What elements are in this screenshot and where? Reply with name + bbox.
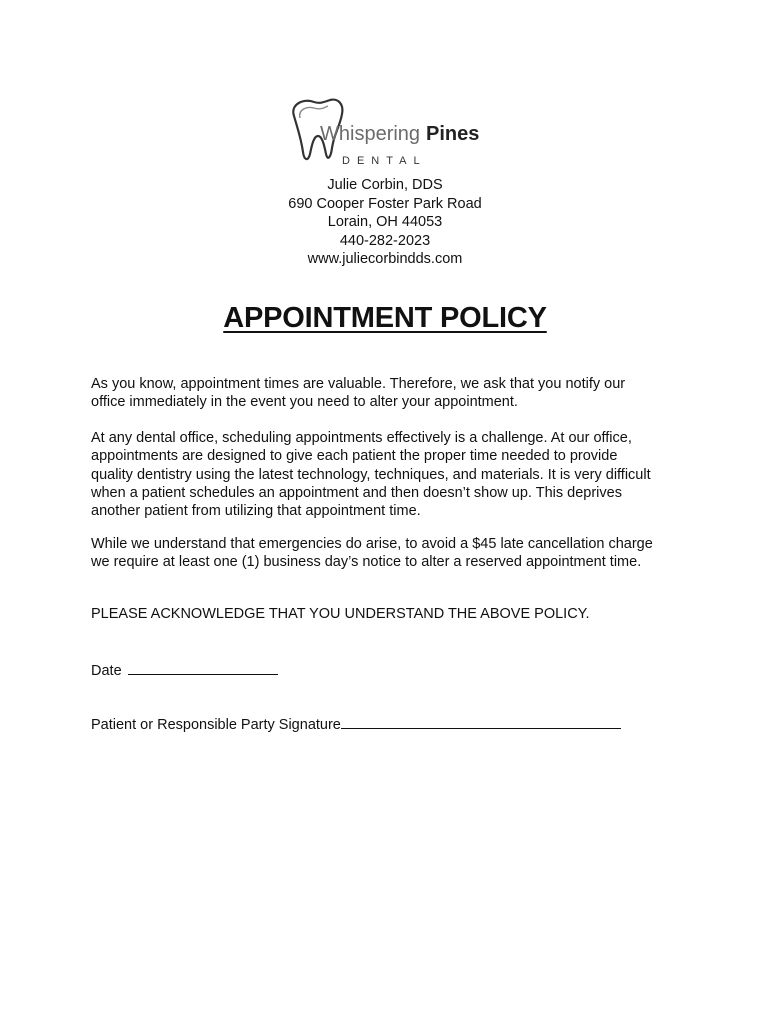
street-address: 690 Cooper Foster Park Road (288, 195, 482, 212)
acknowledgement-text: PLEASE ACKNOWLEDGE THAT YOU UNDERSTAND THE ABOVE POLICY. (91, 606, 590, 622)
tooth-inner-swoosh-icon (300, 106, 328, 118)
website: www.juliecorbindds.com (307, 251, 463, 268)
policy-paragraph-2 (91, 429, 691, 520)
signature-label: Patient or Responsible Party Signature (91, 717, 341, 733)
page-title (0, 302, 770, 335)
paragraph-line: While we understand that emergencies do arise, to avoid a $45 late cancellation charge (91, 536, 653, 552)
date-field[interactable] (128, 660, 278, 675)
policy-paragraph-1 (91, 375, 691, 412)
page-title-text: APPOINTMENT POLICY (223, 302, 547, 334)
signature-field[interactable] (341, 714, 621, 729)
paragraph-line: As you know, appointment times are valuable. Therefore, we ask that you notify our (91, 376, 626, 392)
contact-block (0, 176, 770, 269)
acknowledgement-statement (91, 605, 691, 623)
date-label: Date (91, 663, 122, 679)
paragraph-line: office immediately in the event you need to alter your appointment. (91, 394, 518, 411)
logo-brand-name: Whispering (320, 123, 421, 145)
tooth-logo-graphic (286, 96, 486, 170)
paragraph-line: quality dentistry using the latest technology, techniques, and materials. It is very difficult (91, 466, 651, 483)
policy-paragraph-3 (91, 535, 691, 572)
paragraph-line: appointments are designed to give each patient the proper time needed to provide (91, 448, 618, 465)
practice-logo (286, 96, 486, 170)
logo-brand-name-bold: Pines (426, 123, 480, 145)
logo-brand-sub: DENTAL (342, 155, 427, 167)
paragraph-line: we require at least one (1) business day’s notice to alter a reserved appointment time. (91, 554, 642, 571)
city-state-zip: Lorain, OH 44053 (327, 214, 443, 231)
phone-number: 440-282-2023 (339, 232, 431, 249)
paragraph-line: another patient from utilizing that appointment time. (91, 503, 421, 520)
doctor-name: Julie Corbin, DDS (327, 177, 443, 193)
signature-field-row (91, 714, 621, 733)
paragraph-line: At any dental office, scheduling appointments effectively is a challenge. At our office, (91, 430, 632, 446)
paragraph-line: when a patient schedules an appointment and then doesn’t show up. This deprives (91, 484, 622, 501)
date-field-row (91, 660, 278, 679)
